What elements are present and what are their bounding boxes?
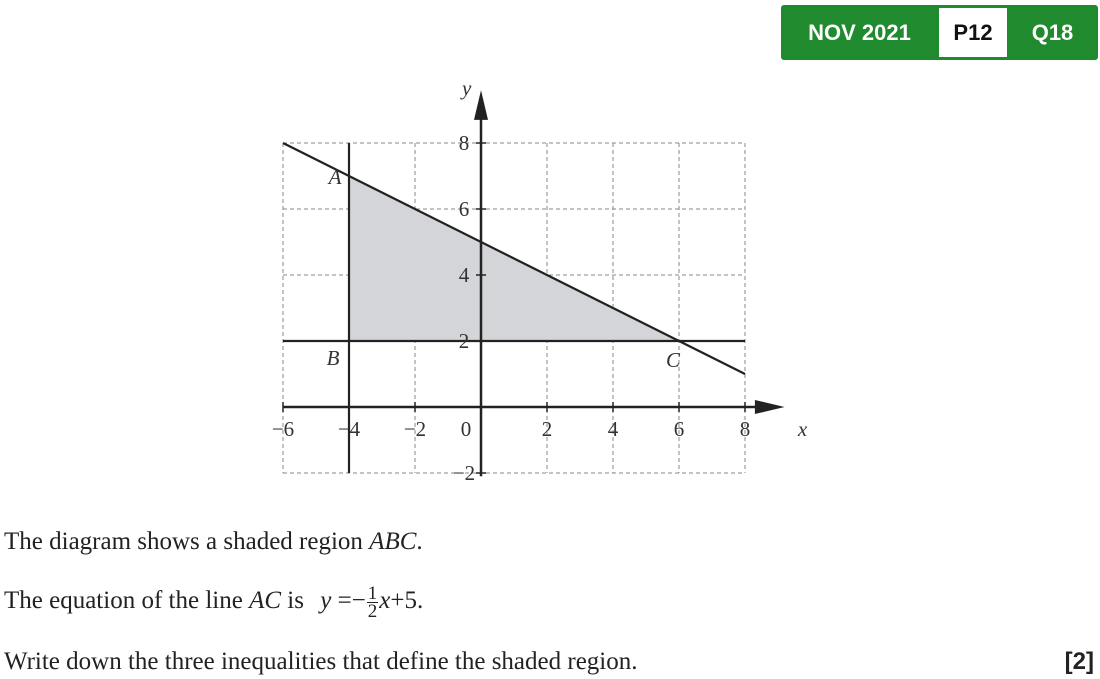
y-tick-label: 2 xyxy=(458,329,470,353)
question-text-line-1 xyxy=(4,528,423,556)
x-tick-label: 2 xyxy=(541,417,553,441)
y-tick-label: 6 xyxy=(458,197,470,221)
equation-fraction xyxy=(367,585,379,620)
equation-y: y xyxy=(320,587,332,615)
y-tick-label: 8 xyxy=(458,131,470,155)
x-tick-label: −4 xyxy=(337,417,361,441)
y-axis-label: y xyxy=(462,76,472,101)
equation-x: x xyxy=(379,587,391,615)
equation-rest: +5. xyxy=(390,587,424,615)
question-number-label: Q18 xyxy=(1031,20,1074,45)
x-axis-arrow xyxy=(755,400,785,414)
equation xyxy=(320,583,424,622)
paper-number-label: P12 xyxy=(939,8,1007,57)
question-text-line-3: Write down the three inequalities that define the shaded region. xyxy=(4,648,638,675)
y-tick-label: −2 xyxy=(452,461,476,485)
x-tick-label: −2 xyxy=(403,417,427,441)
y-axis-arrow xyxy=(474,90,488,120)
point-label-c: C xyxy=(665,348,681,372)
x-tick-label: 0 xyxy=(460,417,472,441)
line-name: AC xyxy=(249,587,282,615)
x-axis-label: x xyxy=(797,417,808,441)
exam-session-label: NOV 2021 xyxy=(808,20,911,45)
x-tick-label: 6 xyxy=(673,417,685,441)
x-tick-label: −6 xyxy=(271,417,295,441)
fraction-denominator: 2 xyxy=(367,601,378,622)
line2-prefix: The equation of the line xyxy=(4,587,250,615)
line1-suffix: . xyxy=(416,528,423,555)
point-label-b: B xyxy=(326,346,340,370)
point-label-a: A xyxy=(328,165,342,189)
line2-is: is xyxy=(281,587,311,615)
fraction-numerator: 1 xyxy=(367,583,378,604)
x-tick-label: 8 xyxy=(739,417,751,441)
equation-equals: =− xyxy=(331,587,366,615)
line1-prefix: The diagram shows a shaded region xyxy=(4,528,370,555)
marks-label: [2] xyxy=(1064,648,1094,675)
question-text-line-2 xyxy=(4,585,423,631)
x-tick-label: 4 xyxy=(607,417,619,441)
region-name: ABC xyxy=(369,528,417,555)
y-tick-label: 4 xyxy=(458,263,470,287)
